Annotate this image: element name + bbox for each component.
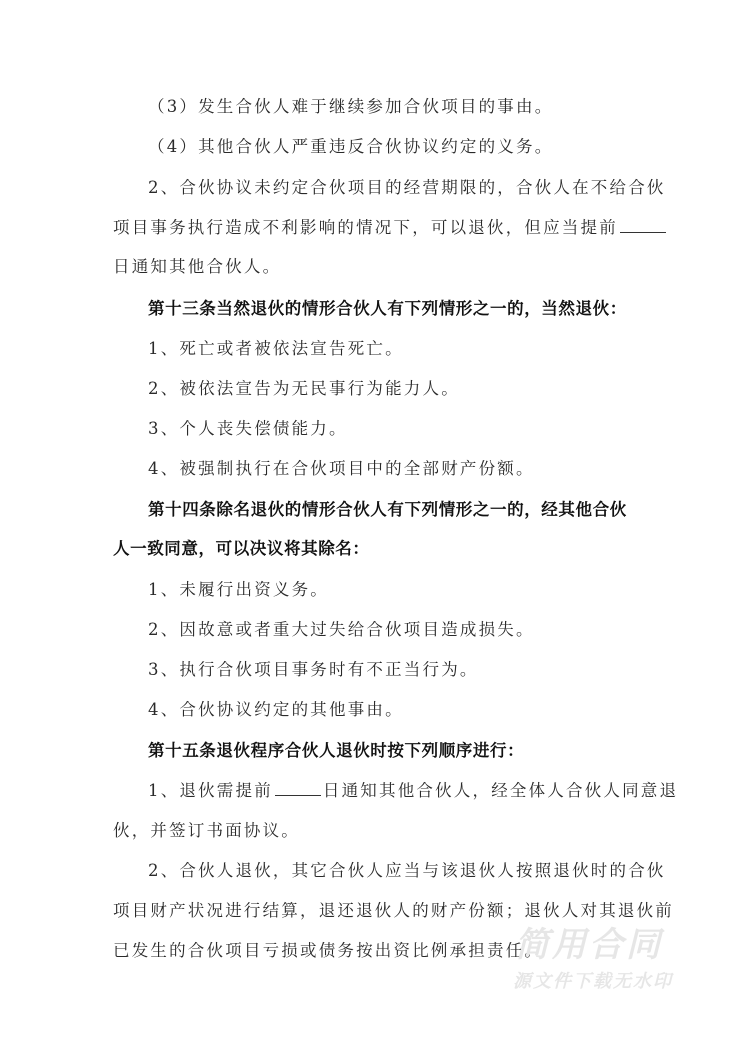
paragraph-line: 项目财产状况进行结算，退还退伙人的财产份额；退伙人对其退伙前	[113, 901, 674, 920]
paragraph-text: 1、退伙需提前	[148, 781, 273, 800]
paragraph-line: 日通知其他合伙人。	[113, 257, 282, 276]
paragraph-line: 伙，并签订书面协议。	[113, 821, 300, 840]
article-14-heading-cont: 人一致同意，可以决议将其除名：	[113, 539, 370, 558]
paragraph-text: 项目事务执行造成不利影响的情况下，可以退伙，但应当提前	[113, 218, 618, 237]
list-item: 3、执行合伙项目事务时有不正当行为。	[148, 660, 479, 679]
fill-in-blank	[275, 781, 321, 796]
list-item: 4、合伙协议约定的其他事由。	[148, 700, 404, 719]
list-item: 1、未履行出资义务。	[148, 580, 329, 599]
clause-item-4: （4）其他合伙人严重违反合伙协议约定的义务。	[148, 137, 554, 156]
paragraph-text: 日通知其他合伙人，经全体人合伙人同意退	[322, 781, 679, 800]
article-13-heading: 第十三条当然退伙的情形合伙人有下列情形之一的，当然退伙：	[148, 299, 627, 318]
paragraph-line: 2、合伙协议未约定合伙项目的经营期限的，合伙人在不给合伙	[148, 178, 666, 197]
article-15-heading: 第十五条退伙程序合伙人退伙时按下列顺序进行：	[148, 741, 525, 760]
list-item: 3、个人丧失偿债能力。	[148, 419, 348, 438]
article-14-heading: 第十四条除名退伙的情形合伙人有下列情形之一的，经其他合伙	[148, 500, 627, 519]
list-item: 4、被强制执行在合伙项目中的全部财产份额。	[148, 459, 535, 478]
watermark-subtitle: 源文件下载无水印	[513, 971, 673, 992]
clause-item-3: （3）发生合伙人难于继续参加合伙项目的事由。	[148, 97, 554, 116]
list-item: 1、死亡或者被依法宣告死亡。	[148, 339, 404, 358]
watermark-logo: 简用合同	[515, 925, 663, 965]
paragraph-line	[113, 218, 633, 238]
paragraph-line: 2、合伙人退伙，其它合伙人应当与该退伙人按照退伙时的合伙	[148, 861, 666, 880]
paragraph-line	[148, 781, 679, 801]
paragraph-line: 已发生的合伙项目亏损或债务按出资比例承担责任。	[113, 941, 544, 960]
list-item: 2、被依法宣告为无民事行为能力人。	[148, 379, 460, 398]
fill-in-blank	[620, 218, 666, 233]
list-item: 2、因故意或者重大过失给合伙项目造成损失。	[148, 620, 535, 639]
